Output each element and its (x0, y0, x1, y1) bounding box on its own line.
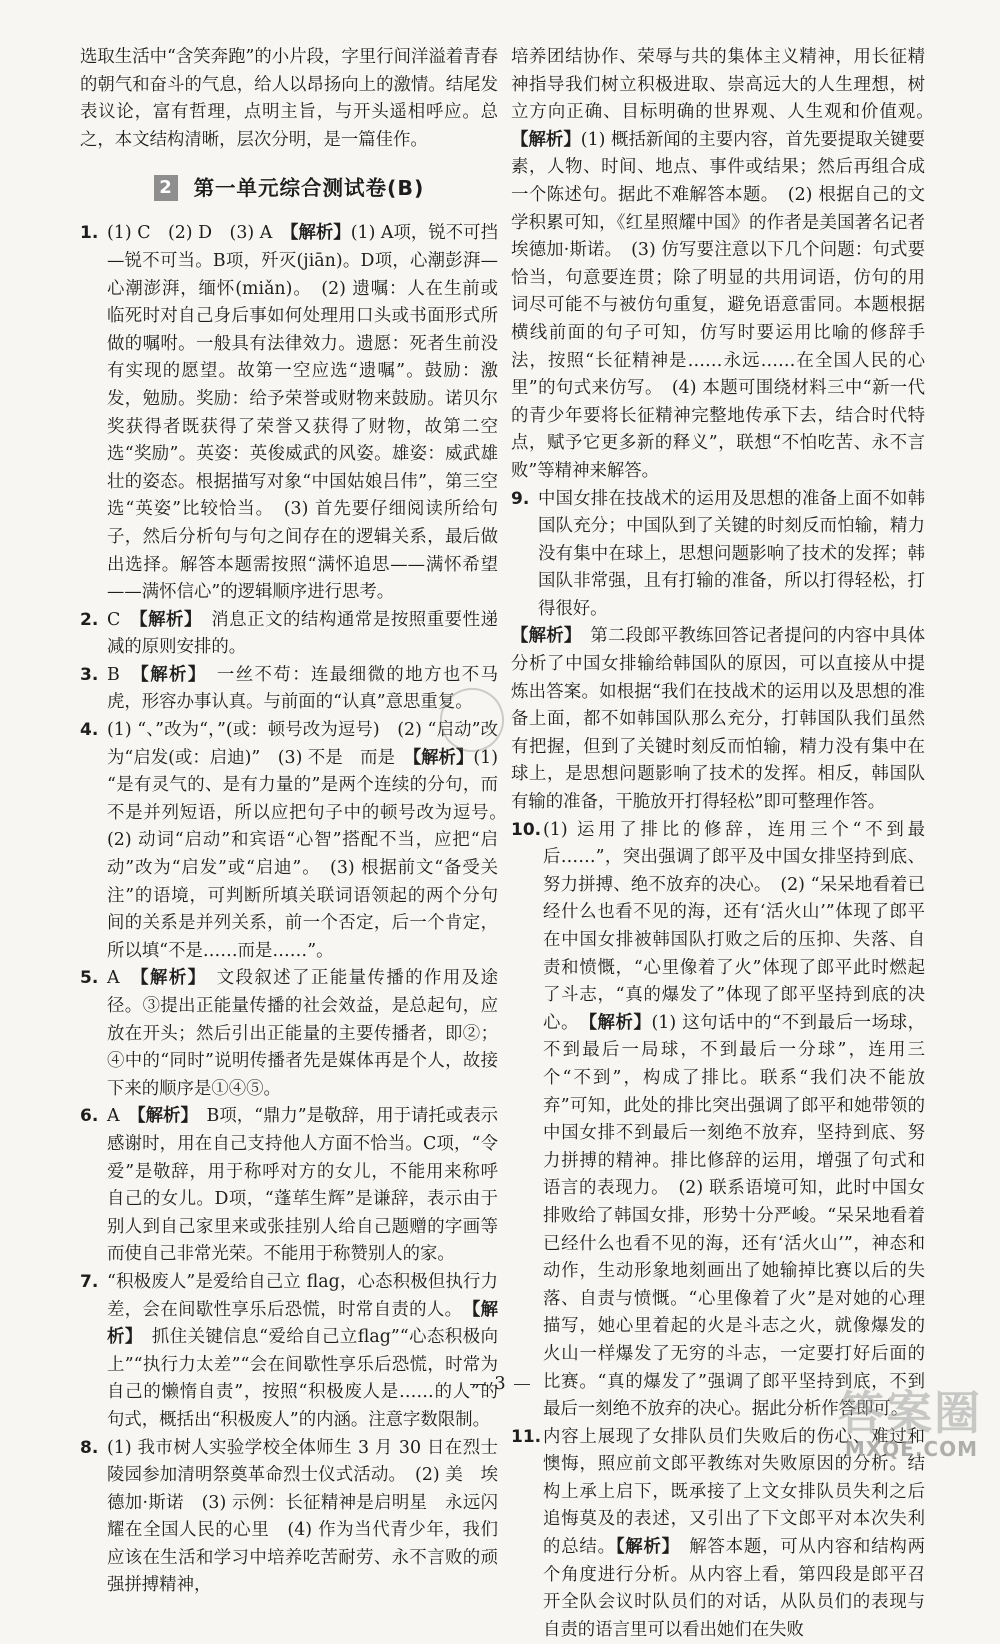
item-number: 11. (511, 1426, 542, 1447)
item-answer: “积极废人”是爱给自己立 flag，心态积极但执行力差，会在间歇性享乐后恐慌，时常自责的人。 (107, 1271, 498, 1320)
item-answer: (1) 运用了排比的修辞，连用三个“不到最后……”，突出强调了郎平及中国女排坚持到底、努力拼搏、绝不放弃的决心。 (2) “呆呆地看着已经什么也看不见的海，还有‘活火山’”体现了郎平在中国女排被韩国队打败之后的压抑、失落、自责和愤慨，“心里像着了火”体现了郎平此时燃起了斗志，“真的爆发了”体现了郎平坚持到底的决心。 (543, 819, 925, 1033)
analysis-tag: 【解析】 (511, 129, 581, 150)
answer-item-3 (80, 662, 498, 717)
answer-item-9 (511, 486, 925, 624)
page-number: 3 (494, 1373, 506, 1394)
item-number: 9. (511, 488, 530, 509)
section-title: 第一单元综合测试卷(B) (193, 175, 425, 200)
item-analysis: (1) 概括新闻的主要内容，首先要提取关键要素，人物、时间、地点、事件或结果；然后再组合成一个陈述句。据此不难解答本题。 (2) 根据自己的文学积累可知，《红星照耀中国》的作者是美国著名记者埃德加·斯诺。 (3) 仿写要注意以下几个问题：句式要恰当，句意要连贯；除了明显的共用词语，仿句的用词尽可能不与被仿句重复，避免语意雷同。本题根据横线前面的句子可知，仿写时要运用比喻的修辞手法，按照“长征精神是……永远……在全国人民的心里”的句式来仿写。 (4) 本题可围绕材料三中“新一代的青少年要将长征精神完整地传承下去，结合时代特点，赋予它更多新的释义”，联想“不怕吃苦、永不言败”等精神来解答。 (511, 129, 925, 481)
item-answer: C (107, 609, 139, 630)
section-number-badge: 2 (154, 175, 178, 201)
item-number: 2. (80, 609, 99, 630)
analysis-tag: 【解析】 (139, 968, 198, 989)
item-analysis: B项，“鼎力”是敬辞，用于请托或表示感谢时，用在自己支持他人方面不恰当。C项，“令爱”是敬辞，用于称呼对方的女儿，不能用来称呼自己的女儿。D项，“蓬荜生辉”是谦辞，表示由于别人到自己家里来或张挂别人给自己题赠的字画等而使自己非常光荣。不能用于称赞别人的家。 (107, 1106, 498, 1265)
analysis-tag: 【解析】 (588, 1012, 652, 1033)
answer-item-5 (80, 965, 498, 1103)
answer-item-7 (80, 1269, 498, 1435)
item-answer: (1) C (2) D (3) A (107, 223, 290, 244)
item-analysis: 一丝不苟：连最细微的地方也不马虎，形容办事认真。与前面的“认真”意思重复。 (107, 664, 498, 713)
item-analysis: (1) “是有灵气的、是有力量的”是两个连续的分句，而不是并列短语，所以应把句子中的顿号改为逗号。 (2) 动词“启动”和宾语“心智”搭配不当，应把“启动”改为“启发”或“启迪”。 (3) 根据前文“备受关注”的语境，可判断所填关联词语领起的两个分句间的关系是并列关系，前一个否定，后一个肯定，所以填“不是……而是……”。 (107, 747, 516, 961)
section-heading (80, 166, 498, 210)
item-number: 7. (80, 1271, 99, 1292)
site-watermark (796, 1377, 986, 1461)
item-9-analysis (511, 623, 925, 816)
item-number: 6. (80, 1106, 99, 1127)
item-8-continuation (511, 44, 943, 486)
answer-item-4 (80, 717, 516, 965)
analysis-tag: 【解析】 (412, 747, 474, 768)
item-answer: A (107, 968, 140, 989)
answer-item-2 (80, 607, 498, 662)
item-answer: 中国女排在技战术的运用及思想的准备上面不如韩国队充分；中国队到了关键的时刻反而怕输，精力没有集中在球上，思想问题影响了技术的发挥；韩国队非常强，且有打输的准备，所以打得轻松，打得很好。 (538, 488, 925, 619)
analysis-tag: 【解析】 (138, 609, 194, 630)
item-analysis: 抓住关键信息“爱给自己立flag”“心态积极向上”“执行力太差”“会在间歇性享乐后恐慌，时常为自己的懒惰自责”，按照“积极废人是……的人”的句式，概括出“积极废人”的内涵。注意字数限制。 (107, 1327, 498, 1430)
item-analysis: 文段叙述了正能量传播的作用及途径。③提出正能量传播的社会效益，是总起句，应放在开头；然后引出正能量的主要传播者，即②；④中的“同时”说明传播者先是媒体再是个人，故接下来的顺序是①④⑤。 (107, 968, 498, 1099)
watermark-logo-text: 答案圈 (838, 1386, 982, 1440)
item-answer: (1) “、”改为“，”(或：顿号改为逗号) (2) “启动”改为“启发(或：启迪)” (3) 不是 而是 (107, 720, 498, 768)
item-answer: (1) 我市树人实验学校全体师生 3 月 30 日在烈士陵园参加清明祭奠革命烈士仪式活动。 (2) 美 埃德加·斯诺 (3) 示例：长征精神是启明星 永远闪耀在全国人民的心里 (4) 作为当代青少年，我们应该在生活和学习中培养吃苦耐劳、永不言败的顽强拼搏精神， (107, 1437, 498, 1596)
item-number: 10. (511, 819, 542, 840)
item-number: 3. (80, 664, 99, 685)
analysis-tag: 【解析】 (136, 1106, 190, 1127)
footer-dash-left (470, 1384, 486, 1385)
item-analysis: (1) 这句话中的“不到最后一场球，不到最后一局球，不到最后一分球”，连用三个“不到”，构成了排比。联系“我们决不能放弃”可知，此处的排比突出强调了郎平和她带领的中国女排不到最后一刻绝不放弃，坚持到底、努力拼搏的精神。排比修辞的运用，增强了句式和语言的表现力。 (2) 联系语境可知，此时中国女排败给了韩国女排，形势十分严峻。“呆呆地看着已经什么也看不见的海，还有‘活火山’”，神态和动作，生动形象地刻画出了她输掉比赛以后的失落、自责与愤慨。“心里像着了火”是对她的心理描写，她心里着起的火是斗志之火，就像爆发的火山一样爆发了无穷的斗志，一定要打好后面的比赛。“真的爆发了”强调了郎平坚持到底，不到最后一刻绝不放弃的决心。据此分析作答即可。 (543, 1012, 925, 1420)
item-answer: B (107, 664, 141, 685)
item-number: 8. (80, 1437, 99, 1458)
item-answer: 内容上展现了女排队员们失败后的伤心、难过和懊悔，照应前文郎平教练对失败原因的分析。结构上承上启下，既承接了上文女排队员失利之后追悔莫及的表述，又引出了下文郎平对本次失利的总结。 (543, 1426, 925, 1558)
analysis-tag: 【解析】 (107, 1299, 498, 1348)
intro-paragraph: 选取生活中“含笑奔跑”的小片段，字里行间洋溢着青春的朝气和奋斗的气息，给人以昂扬向上的激情。结尾发表议论，富有哲理，点明主旨，与开头遥相呼应。总之，本文结构清晰，层次分明，是一篇佳作。 (80, 47, 498, 150)
answer-item-8 (80, 1435, 498, 1601)
analysis-tag: 【解析】 (289, 223, 351, 244)
item-analysis: 第二段郎平教练回答记者提问的内容中具体分析了中国女排输给韩国队的原因，可以直接从中提炼出答案。如根据“我们在技战术的运用以及思想的准备上面，都不如韩国队那么充分，打韩国队我们虽然有把握，但到了关键时刻反而怕输，精力没有集中在球上，是思想问题影响了技术的发挥。相反，韩国队有输的准备，干脆放开打得轻松”即可整理作答。 (511, 626, 925, 813)
item-number: 1. (80, 223, 99, 244)
item-number: 5. (80, 968, 99, 989)
item-answer: A (107, 1106, 137, 1127)
watermark-url: MXQE.COM (844, 1437, 978, 1461)
answer-item-6 (80, 1103, 498, 1269)
item-number: 4. (80, 720, 99, 741)
answer-item-10 (511, 817, 925, 1424)
answer-item-1 (80, 220, 498, 606)
item-analysis: (1) A项，锐不可挡—锐不可当。B项，歼灭(jiān)。D项，心潮彭湃—心潮澎湃，缅怀(miǎn)。 (2) 遗嘱：人在生前或临死时对自己身后事如何处理用口头或书面形式所做的嘱咐。一般具有法律效力。遗愿：死者生前没有实现的愿望。故第一空应选“遗嘱”。鼓励：激发，勉励。奖励：给予荣誉或财物来鼓励。诺贝尔奖获得者既获得了荣誉又获得了财物，故第二空选“奖励”。英姿：英俊威武的风姿。雄姿：威武雄壮的姿态。根据描写对象“中国姑娘吕伟”，第三空选“英姿”比较恰当。 (3) 首先要仔细阅读所给句子，然后分析句与句之间存在的逻辑关系，最后做出选择。解答本题需按照“满怀追思——满怀希望——满怀信心”的逻辑顺序进行思考。 (107, 223, 498, 603)
item-answer: 培养团结协作、荣辱与共的集体主义精神，用长征精神指导我们树立积极进取、崇高远大的人生理想，树立方向正确、目标明确的世界观、人生观和价值观。 (511, 47, 943, 123)
analysis-tag: 【解析】 (615, 1537, 672, 1558)
analysis-tag: 【解析】 (511, 626, 573, 647)
analysis-tag: 【解析】 (140, 664, 199, 685)
item-analysis: 解答本题，可从内容和结构两个角度进行分析。从内容上看，第四段是郎平召开全队会议时队员们的对话，从队员们的表现与自责的语言里可以看出她们在失败 (543, 1537, 925, 1640)
left-column (80, 44, 516, 1600)
footer-dash-right (514, 1384, 530, 1385)
item-analysis: 消息正文的结构通常是按照重要性递减的原则安排的。 (107, 609, 498, 658)
